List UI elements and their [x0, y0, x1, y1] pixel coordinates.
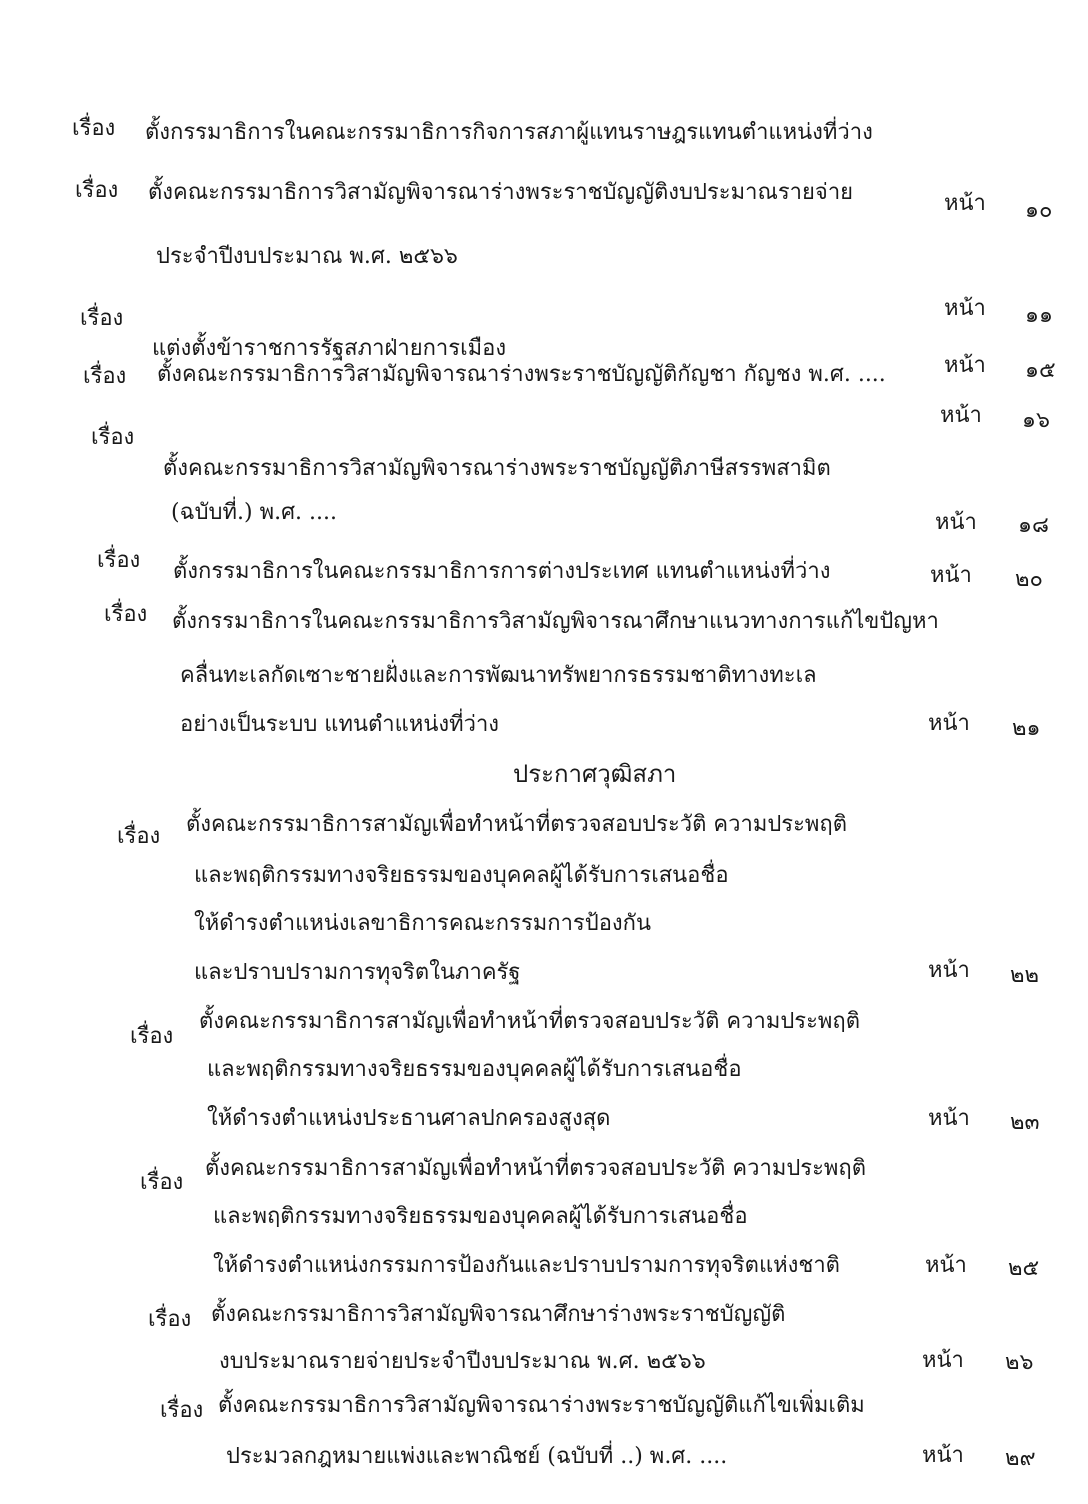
entry-title-line: ให้ดำรงตำแหน่งเลขาธิการคณะกรรมการป้องกัน: [194, 911, 652, 936]
section-heading: ประกาศวุฒิสภา: [513, 760, 677, 788]
entry-title-line: ตั้งคณะกรรมาธิการวิสามัญพิจารณาร่างพระราชบัญญัติภาษีสรรพสามิต: [163, 456, 831, 481]
entry-title-line: ตั้งคณะกรรมาธิการวิสามัญพิจารณาร่างพระราชบัญญัติแก้ไขเพิ่มเติม: [218, 1393, 865, 1418]
page-number: ๒๑: [1012, 716, 1041, 741]
entry-title-line: ตั้งคณะกรรมาธิการวิสามัญพิจารณาร่างพระราชบัญญัติงบประมาณรายจ่าย: [148, 180, 854, 205]
entry-title-line: และพฤติกรรมทางจริยธรรมของบุคคลผู้ได้รับการเสนอชื่อ: [213, 1204, 748, 1229]
entry-title-line: อย่างเป็นระบบ แทนตำแหน่งที่ว่าง: [180, 712, 500, 737]
entry-label: เรื่อง: [148, 1307, 192, 1332]
page-number: ๒๐: [1015, 567, 1043, 592]
entry-title-line: ตั้งคณะกรรมาธิการสามัญเพื่อทำหน้าที่ตรวจสอบประวัติ ความประพฤติ: [199, 1009, 861, 1034]
page-number: ๒๕: [1008, 1256, 1040, 1281]
entry-title-line: แต่งตั้งข้าราชการรัฐสภาฝ่ายการเมือง: [152, 336, 507, 361]
entry-title-line: คลื่นทะเลกัดเซาะชายฝั่งและการพัฒนาทรัพยากรธรรมชาติทางทะเล: [180, 663, 817, 688]
entry-label: เรื่อง: [160, 1398, 204, 1423]
page-word: หน้า: [928, 1106, 970, 1131]
page-word: หน้า: [935, 510, 977, 535]
entry-title-line: และปราบปรามการทุจริตในภาครัฐ: [194, 960, 521, 985]
entry-label: เรื่อง: [104, 602, 148, 627]
entry-title-line: และพฤติกรรมทางจริยธรรมของบุคคลผู้ได้รับการเสนอชื่อ: [194, 863, 729, 888]
page-word: หน้า: [930, 563, 972, 588]
entry-title-line: และพฤติกรรมทางจริยธรรมของบุคคลผู้ได้รับการเสนอชื่อ: [207, 1057, 742, 1082]
entry-title-line: ตั้งกรรมาธิการในคณะกรรมาธิการวิสามัญพิจารณาศึกษาแนวทางการแก้ไขปัญหา: [172, 609, 939, 634]
page-word: หน้า: [940, 403, 982, 428]
entry-label: เรื่อง: [83, 364, 127, 389]
page-number: ๒๙: [1005, 1446, 1036, 1471]
page-word: หน้า: [928, 958, 970, 983]
entry-title-line: ตั้งคณะกรรมาธิการสามัญเพื่อทำหน้าที่ตรวจสอบประวัติ ความประพฤติ: [205, 1156, 867, 1181]
entry-label: เรื่อง: [97, 548, 141, 573]
entry-label: เรื่อง: [72, 116, 116, 141]
entry-label: เรื่อง: [130, 1024, 174, 1049]
page-word: หน้า: [925, 1253, 967, 1278]
page-number: ๑๘: [1018, 513, 1049, 538]
page-word: หน้า: [944, 296, 986, 321]
entry-title-line: ให้ดำรงตำแหน่งกรรมการป้องกันและปราบปรามการทุจริตแห่งชาติ: [213, 1253, 840, 1278]
page-number: ๑๐: [1025, 198, 1053, 223]
page-number: ๑๖: [1022, 408, 1050, 433]
entry-title-line: ตั้งกรรมาธิการในคณะกรรมาธิการกิจการสภาผู้แทนราษฎรแทนตำแหน่งที่ว่าง: [145, 120, 873, 145]
page-number: ๑๕: [1025, 358, 1056, 383]
page-number: ๒๒: [1010, 963, 1040, 988]
entry-label: เรื่อง: [75, 178, 119, 203]
page-word: หน้า: [944, 353, 986, 378]
page-number: ๒๖: [1005, 1350, 1034, 1375]
entry-title-line: ตั้งกรรมาธิการในคณะกรรมาธิการการต่างประเทศ แทนตำแหน่งที่ว่าง: [173, 559, 831, 584]
entry-label: เรื่อง: [117, 824, 161, 849]
entry-title-line: ประจำปีงบประมาณ พ.ศ. ๒๕๖๖: [156, 244, 458, 269]
page-number: ๒๓: [1010, 1110, 1040, 1135]
page-number: ๑๑: [1025, 303, 1053, 328]
entry-title-line: (ฉบับที่.) พ.ศ. ....: [171, 500, 337, 525]
page-word: หน้า: [922, 1443, 964, 1468]
page-word: หน้า: [922, 1348, 964, 1373]
page-word: หน้า: [944, 191, 986, 216]
entry-label: เรื่อง: [91, 425, 135, 450]
entry-title-line: ตั้งคณะกรรมาธิการวิสามัญพิจารณาศึกษาร่างพระราชบัญญัติ: [211, 1302, 786, 1327]
entry-title-line: ตั้งคณะกรรมาธิการวิสามัญพิจารณาร่างพระราชบัญญัติกัญชา กัญชง พ.ศ. ....: [157, 362, 886, 387]
entry-label: เรื่อง: [80, 306, 124, 331]
entry-title-line: ให้ดำรงตำแหน่งประธานศาลปกครองสูงสุด: [207, 1106, 611, 1131]
entry-title-line: งบประมาณรายจ่ายประจำปีงบประมาณ พ.ศ. ๒๕๖๖: [219, 1349, 706, 1374]
entry-title-line: ตั้งคณะกรรมาธิการสามัญเพื่อทำหน้าที่ตรวจสอบประวัติ ความประพฤติ: [186, 812, 848, 837]
entry-title-line: ประมวลกฎหมายแพ่งและพาณิชย์ (ฉบับที่ ..) พ.ศ. ....: [226, 1444, 728, 1469]
entry-label: เรื่อง: [140, 1170, 184, 1195]
page-word: หน้า: [928, 711, 970, 736]
